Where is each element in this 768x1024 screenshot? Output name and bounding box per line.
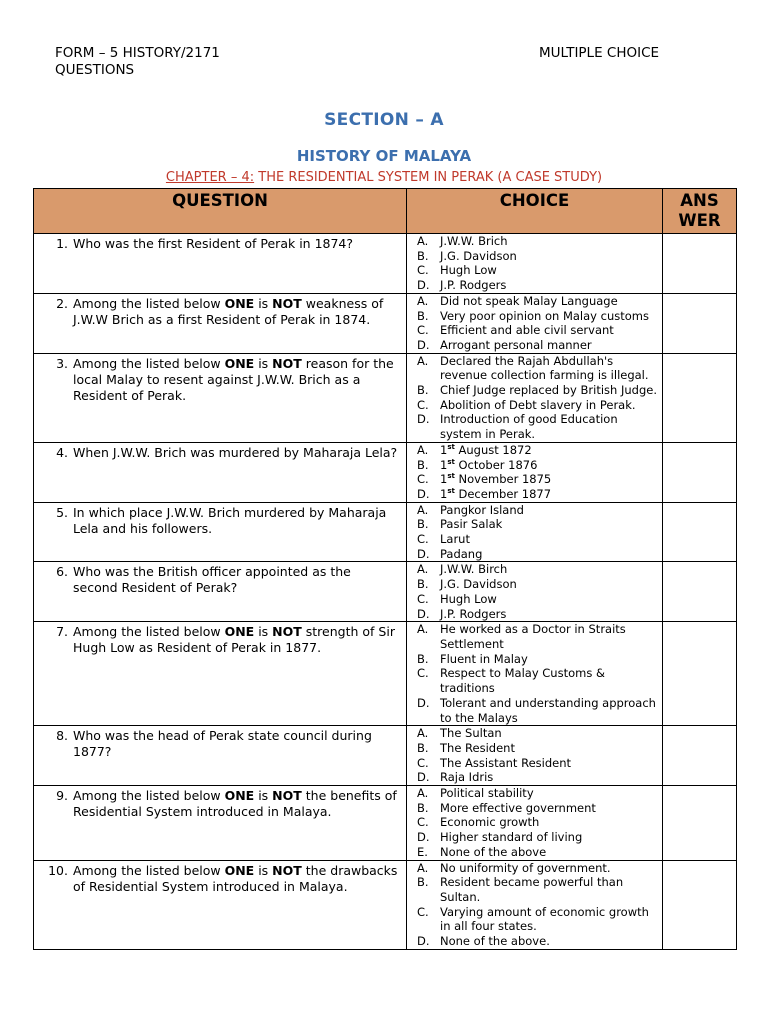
choice-cell (407, 562, 663, 622)
header-answer-line2: WER (678, 211, 721, 230)
choice-list (407, 726, 662, 785)
question-part: strength of Sir Hugh Low as Resident of Perak in 1877. (73, 624, 395, 656)
choice-list (407, 354, 662, 442)
question-cell (34, 562, 407, 622)
question-text (34, 562, 406, 598)
question-body (73, 296, 398, 328)
choice-cell (407, 234, 663, 294)
answer-cell (663, 442, 737, 502)
questions-table (33, 188, 737, 950)
choice-option (407, 905, 660, 934)
question-cell (34, 786, 407, 861)
option-letter: C. (417, 904, 429, 919)
option-letter: C. (417, 323, 429, 338)
question-part: the drawbacks of Residential System introduced in Malaya. (73, 862, 398, 894)
option-letter: D. (417, 934, 430, 949)
option-text: Resident became powerful than Sultan. (440, 875, 624, 904)
answer-cell (663, 860, 737, 949)
option-text: Very poor opinion on Malay customs (440, 308, 649, 323)
question-body (73, 505, 398, 537)
option-letter: A. (417, 786, 429, 801)
option-letter: B. (417, 740, 429, 755)
option-text (440, 443, 660, 458)
choice-option (407, 815, 660, 830)
choice-option (407, 607, 660, 622)
question-number: 3. (56, 355, 68, 371)
question-part: Who was the British officer appointed as the second Resident of Perak? (73, 564, 351, 596)
question-text (34, 861, 406, 897)
emphasis-text: NOT (272, 862, 302, 878)
choice-option (407, 756, 660, 771)
option-letter: B. (417, 248, 429, 263)
choice-list (407, 786, 662, 860)
option-text: The Resident (440, 740, 515, 755)
option-letter: C. (417, 815, 429, 830)
choice-option (407, 487, 660, 502)
question-text (34, 786, 406, 822)
choice-option (407, 472, 660, 487)
question-text (34, 622, 406, 658)
choice-option (407, 622, 660, 651)
choice-option (407, 830, 660, 845)
option-letter: D. (417, 486, 430, 501)
choice-option (407, 861, 660, 876)
question-row (34, 726, 737, 786)
choice-list (407, 294, 662, 353)
option-day: 1 (440, 457, 448, 472)
emphasis-text: ONE (224, 295, 255, 311)
choice-option (407, 696, 660, 725)
option-letter: A. (417, 860, 429, 875)
option-text: Chief Judge replaced by British Judge. (440, 383, 657, 398)
answer-cell (663, 234, 737, 294)
option-letter: D. (417, 278, 430, 293)
option-text (440, 487, 660, 502)
option-day: 1 (440, 486, 448, 501)
choice-option (407, 398, 660, 413)
question-row (34, 234, 737, 294)
option-text: No uniformity of government. (440, 860, 611, 875)
question-cell (34, 860, 407, 949)
answer-cell (663, 353, 737, 442)
question-part: Among the listed below (73, 788, 225, 804)
choice-option (407, 354, 660, 383)
option-text: None of the above (440, 844, 547, 859)
question-part: reason for the local Malay to resent against J.W.W. Brich as a Resident of Perak. (73, 355, 394, 403)
question-part: is (254, 355, 273, 371)
question-number: 8. (56, 728, 68, 744)
question-text (34, 354, 406, 406)
option-text: Political stability (440, 786, 534, 801)
option-text: Arrogant personal manner (440, 337, 592, 352)
section-title: SECTION – A (324, 110, 444, 130)
answer-cell (663, 622, 737, 726)
question-part: Among the listed below (73, 862, 225, 878)
choice-cell (407, 442, 663, 502)
option-letter: C. (417, 755, 429, 770)
question-row (34, 293, 737, 353)
question-part: Among the listed below (73, 295, 225, 311)
question-part: Among the listed below (73, 624, 225, 640)
option-day: 1 (440, 442, 448, 457)
question-body (73, 788, 398, 820)
option-letter: D. (417, 830, 430, 845)
question-part: Who was the first Resident of Perak in 1874? (73, 236, 354, 251)
question-body (73, 356, 398, 404)
choice-option (407, 786, 660, 801)
choice-option (407, 592, 660, 607)
question-part: is (254, 862, 273, 878)
choice-cell (407, 502, 663, 562)
emphasis-text: ONE (224, 355, 255, 371)
answer-cell (663, 293, 737, 353)
option-text: More effective government (440, 800, 596, 815)
choice-option (407, 294, 660, 309)
question-cell (34, 353, 407, 442)
option-letter: B. (417, 800, 429, 815)
choice-list (407, 443, 662, 502)
choice-option (407, 309, 660, 324)
question-cell (34, 622, 407, 726)
option-letter: B. (417, 308, 429, 323)
option-letter: D. (417, 695, 430, 710)
choice-option (407, 338, 660, 353)
question-cell (34, 726, 407, 786)
ordinal-suffix: st (447, 487, 455, 496)
option-text: Pasir Salak (440, 517, 503, 532)
choice-option (407, 517, 660, 532)
choice-list (407, 503, 662, 562)
option-text (440, 472, 660, 487)
option-text: J.G. Davidson (440, 248, 517, 263)
question-text (34, 234, 406, 254)
choice-option (407, 562, 660, 577)
emphasis-text: NOT (272, 624, 302, 640)
option-text: J.P. Rodgers (440, 606, 507, 621)
choice-option (407, 503, 660, 518)
option-text: Larut (440, 532, 470, 547)
option-letter: D. (417, 770, 430, 785)
question-number: 6. (56, 564, 68, 580)
option-date-rest: October 1876 (454, 457, 538, 472)
choice-list (407, 234, 662, 293)
option-letter: A. (417, 726, 429, 741)
question-number: 7. (56, 624, 68, 640)
option-letter: A. (417, 293, 429, 308)
question-number: 9. (56, 788, 68, 804)
option-text: Padang (440, 546, 483, 561)
emphasis-text: NOT (272, 355, 302, 371)
chapter-heading (0, 170, 768, 185)
option-letter: D. (417, 546, 430, 561)
option-letter: B. (417, 651, 429, 666)
question-cell (34, 442, 407, 502)
choice-option (407, 458, 660, 473)
question-part: When J.W.W. Brich was murdered by Maharaja Lela? (73, 444, 398, 460)
question-body (73, 624, 398, 656)
header-left (55, 45, 220, 79)
option-letter: B. (417, 875, 429, 890)
option-letter: C. (417, 532, 429, 547)
choice-option (407, 278, 660, 293)
choice-option (407, 249, 660, 264)
option-text: Did not speak Malay Language (440, 293, 618, 308)
question-part: weakness of J.W.W Brich as a first Resident of Perak in 1874. (73, 295, 384, 327)
emphasis-text: NOT (272, 295, 302, 311)
option-text: Hugh Low (440, 263, 497, 278)
header-question: QUESTION (34, 189, 407, 234)
choice-option (407, 770, 660, 785)
choice-option (407, 652, 660, 667)
ordinal-suffix: st (447, 472, 455, 481)
question-number: 1. (56, 236, 68, 251)
choice-option (407, 547, 660, 562)
choice-option (407, 443, 660, 458)
emphasis-text: ONE (224, 788, 255, 804)
option-text: J.W.W. Brich (440, 234, 508, 248)
choice-option (407, 875, 660, 904)
option-text: None of the above. (440, 934, 550, 949)
question-text (34, 294, 406, 330)
option-text: Varying amount of economic growth in all four states. (440, 904, 649, 934)
question-body (73, 236, 398, 252)
option-letter: A. (417, 562, 429, 577)
option-date-rest: November 1875 (454, 472, 552, 487)
question-part: is (254, 295, 273, 311)
option-text: Economic growth (440, 815, 540, 830)
option-text: Efficient and able civil servant (440, 323, 614, 338)
option-letter: C. (417, 591, 429, 606)
choice-option (407, 383, 660, 398)
question-body (73, 564, 398, 596)
question-number: 5. (56, 504, 68, 520)
answer-cell (663, 502, 737, 562)
option-letter: D. (417, 337, 430, 352)
option-letter: A. (417, 622, 429, 637)
choice-cell (407, 293, 663, 353)
option-text: Pangkor Island (440, 502, 524, 517)
option-text: J.W.W. Birch (440, 562, 508, 577)
option-letter: C. (417, 263, 429, 278)
chapter-title: THE RESIDENTIAL SYSTEM IN PERAK (A CASE STUDY) (254, 170, 603, 185)
question-part: is (254, 788, 273, 804)
option-text: Respect to Malay Customs & traditions (440, 666, 605, 696)
option-text: Hugh Low (440, 591, 497, 606)
question-cell (34, 502, 407, 562)
answer-cell (663, 726, 737, 786)
question-part: is (254, 624, 273, 640)
option-text: Fluent in Malay (440, 651, 528, 666)
choice-option (407, 741, 660, 756)
emphasis-text: NOT (272, 788, 302, 804)
option-text: Declared the Rajah Abdullah's revenue collection farming is illegal. (440, 353, 649, 383)
option-date-rest: December 1877 (454, 486, 552, 501)
option-letter: C. (417, 666, 429, 681)
option-text (440, 458, 660, 473)
choice-option (407, 845, 660, 860)
ordinal-suffix: st (447, 443, 455, 452)
answer-cell (663, 786, 737, 861)
question-row (34, 442, 737, 502)
choice-list (407, 861, 662, 949)
option-text: Higher standard of living (440, 830, 583, 845)
option-letter: B. (417, 457, 429, 472)
choice-option (407, 934, 660, 949)
question-row (34, 622, 737, 726)
choice-option (407, 532, 660, 547)
option-day: 1 (440, 472, 448, 487)
question-cell (34, 293, 407, 353)
option-date-rest: August 1872 (454, 442, 532, 457)
header-questions: QUESTIONS (55, 62, 135, 78)
question-row (34, 860, 737, 949)
table-header-row (34, 189, 737, 234)
option-letter: A. (417, 353, 429, 368)
question-part: Among the listed below (73, 355, 225, 371)
header-answer-line1: ANS (680, 191, 719, 210)
question-cell (34, 234, 407, 294)
header-form-code: FORM – 5 HISTORY/2171 (55, 45, 220, 61)
choice-list (407, 622, 662, 725)
choice-option (407, 666, 660, 695)
choice-option (407, 801, 660, 816)
choice-cell (407, 786, 663, 861)
chapter-label: CHAPTER – 4: (165, 170, 255, 185)
question-number: 4. (56, 444, 68, 460)
question-part: the benefits of Residential System introduced in Malaya. (73, 788, 397, 820)
question-row (34, 502, 737, 562)
option-letter: C. (417, 397, 429, 412)
option-text: Tolerant and understanding approach to the Malays (440, 695, 656, 725)
option-text: The Sultan (440, 726, 502, 741)
emphasis-text: ONE (224, 624, 255, 640)
option-text: Raja Idris (440, 770, 494, 785)
option-letter: E. (417, 844, 428, 859)
question-body (73, 863, 398, 895)
choice-cell (407, 726, 663, 786)
option-letter: B. (417, 517, 429, 532)
question-row (34, 353, 737, 442)
choice-list (407, 562, 662, 621)
option-text: The Assistant Resident (440, 755, 571, 770)
option-letter: D. (417, 606, 430, 621)
choice-cell (407, 353, 663, 442)
option-text: J.G. Davidson (440, 577, 517, 592)
choice-option (407, 412, 660, 441)
option-text: J.P. Rodgers (440, 278, 507, 293)
option-letter: C. (417, 472, 429, 487)
option-letter: A. (417, 234, 429, 248)
question-number: 2. (56, 295, 68, 311)
question-text (34, 726, 406, 762)
choice-cell (407, 622, 663, 726)
subject-title: HISTORY OF MALAYA (296, 147, 472, 165)
question-text (34, 503, 406, 539)
choice-option (407, 726, 660, 741)
header-multiple-choice: MULTIPLE CHOICE (539, 45, 660, 61)
option-letter: A. (417, 442, 429, 457)
choice-cell (407, 860, 663, 949)
ordinal-suffix: st (447, 457, 455, 466)
choice-option (407, 234, 660, 249)
header-choice: CHOICE (407, 189, 663, 234)
answer-cell (663, 562, 737, 622)
option-text: Introduction of good Education system in Perak. (440, 412, 618, 442)
emphasis-text: ONE (224, 862, 255, 878)
option-letter: D. (417, 412, 430, 427)
question-text (34, 443, 406, 463)
option-letter: A. (417, 502, 429, 517)
option-text: Abolition of Debt slavery in Perak. (440, 397, 636, 412)
header-answer (663, 189, 737, 234)
question-row (34, 562, 737, 622)
question-row (34, 786, 737, 861)
question-part: Who was the head of Perak state council during 1877? (73, 728, 372, 760)
choice-option (407, 577, 660, 592)
option-letter: B. (417, 383, 429, 398)
choice-option (407, 323, 660, 338)
question-number: 10. (48, 862, 68, 878)
choice-option (407, 263, 660, 278)
question-body (73, 728, 398, 760)
option-text: He worked as a Doctor in Straits Settlement (440, 622, 626, 651)
question-part: In which place J.W.W. Brich murdered by Maharaja Lela and his followers. (73, 504, 387, 536)
option-letter: B. (417, 577, 429, 592)
question-body (73, 445, 398, 461)
